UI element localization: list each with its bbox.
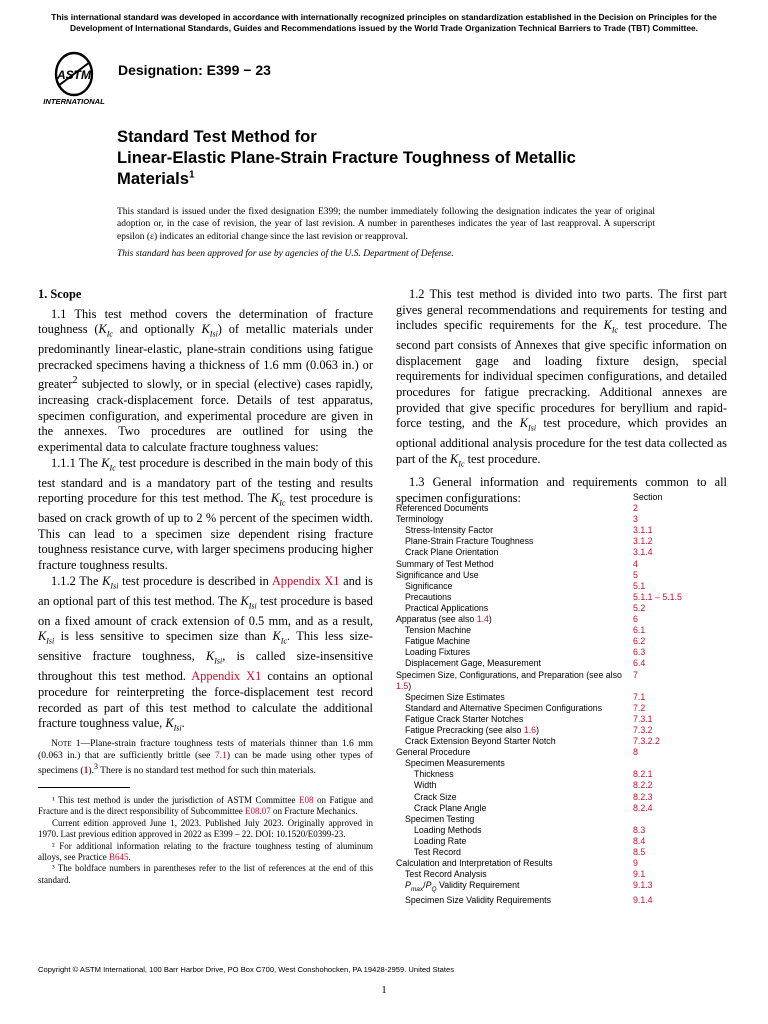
section-number-link[interactable]: 5.2 <box>633 602 646 613</box>
section-number-link[interactable]: 7 <box>633 669 638 680</box>
section-number-link[interactable]: 8.4 <box>633 835 646 846</box>
section-label: Crack Size <box>414 791 457 802</box>
title-footnote-mark: 1 <box>188 169 195 181</box>
section-column-header: Section <box>633 492 663 502</box>
document-title <box>117 126 697 189</box>
section-table-row[interactable] <box>396 836 726 847</box>
section-label: Practical Applications <box>405 602 489 613</box>
section-number-link[interactable]: 3.1.1 <box>633 525 653 536</box>
section-label: Test Record <box>414 847 461 857</box>
section-number-link[interactable]: 4 <box>633 558 638 569</box>
section-table-row[interactable] <box>396 803 726 814</box>
section-label: Standard and Alternative Specimen Configurations <box>405 702 603 713</box>
section-label: Test Record Analysis <box>405 869 487 880</box>
logo-subtext: INTERNATIONAL <box>43 97 105 106</box>
section-label: Specimen Size, Configurations, and Preparation (see also 1.5) <box>396 669 622 691</box>
section-table-row[interactable] <box>396 503 726 514</box>
international-standard-notice: This international standard was developed in accordance with internationally recognized principles on standardization established in the Decision on Principles for the Development of International Standards, Guides and Recommendations issued by the World Trade Organization Technical Barriers to Trade (TBT) Committee. <box>51 12 717 33</box>
title-line-3 <box>117 168 697 189</box>
section-label: Specimen Testing <box>405 813 475 824</box>
section-label: Specimen Measurements <box>405 758 505 769</box>
section-table-row[interactable] <box>396 647 726 658</box>
section-number-link[interactable]: 8.2.1 <box>633 769 653 780</box>
section-number-link[interactable]: 3 <box>633 514 638 525</box>
section-table <box>396 492 726 906</box>
section-label: Calculation and Interpretation of Results <box>396 858 553 869</box>
section-label: Fatigue Precracking (see also 1.6) <box>405 724 539 735</box>
section-number-link[interactable]: 8.3 <box>633 824 646 835</box>
left-column <box>38 287 373 777</box>
section-label: Plane-Strain Fracture Toughness <box>405 536 534 547</box>
section-table-row[interactable] <box>396 525 726 536</box>
footnote-2: ² For additional information relating to the fracture toughness testing of aluminum alloys, see Practice B645. <box>38 840 373 863</box>
section-table-row[interactable] <box>396 581 726 592</box>
section-table-row[interactable] <box>396 625 726 636</box>
section-label: Width <box>414 780 437 791</box>
section-table-row[interactable] <box>396 714 726 725</box>
paragraph-1-2: 1.2 This test method is divided into two parts. The first part gives general recommendations and requirements for testing and includes specific requirements for the $K_{Ic}$ test procedure. The second part consists of Annexes that give specific information on displacement gage and loading fixture design, special requirements for individual specimen configurations, and detailed procedures for fatigue precracking. Additional annexes are provided that give specific procedures for beryllium and rapid-force testing, and the $K_{Isi}$ test procedure, which provides an optional additional analysis procedure for the test data collected as part of the $K_{Ic}$ test procedure. <box>396 287 728 469</box>
section-number-link[interactable]: 7.3.2.2 <box>633 736 660 747</box>
section-number-link[interactable]: 6.4 <box>633 658 646 669</box>
section-table-row[interactable] <box>396 570 726 581</box>
section-label: Significance and Use <box>396 569 479 580</box>
footnote-ref-2: 2 <box>72 375 78 387</box>
section-number-link[interactable]: 6 <box>633 614 638 625</box>
section-label: Summary of Test Method <box>396 558 494 569</box>
appendix-x1-link-2[interactable]: Appendix X1 <box>191 669 262 684</box>
dod-approval-statement: This standard has been approved for use by agencies of the U.S. Department of Defense. <box>117 249 454 259</box>
right-column <box>396 287 727 506</box>
paragraph-1-3: 1.3 General information and requirements common to all specimen configurations: <box>396 474 727 505</box>
page-number: 1 <box>381 984 387 996</box>
edition-note: Current edition approved June 1, 2023. Published July 2023. Originally approved in 1970. Last previous edition approved in 2022 as E399 – 22. DOI: 10.1520/E0399-23. <box>38 817 373 840</box>
section-number-link[interactable]: 9.1.3 <box>633 880 653 891</box>
practice-b645-link[interactable]: B645 <box>108 852 129 863</box>
reference-1-link[interactable]: 1 <box>83 765 89 777</box>
section-table-row[interactable] <box>396 792 726 803</box>
section-label: General Procedure <box>396 747 471 758</box>
issuance-statement: This standard is issued under the fixed designation E399; the number immediately following the designation indicates the year of original adoption or, in the case of revision, the year of last revision. A number in parentheses indicates the year of last reapproval. A superscript epsilon (ε) indicates an editorial change since the last revision or reapproval. <box>117 207 655 242</box>
section-label: Loading Rate <box>414 835 467 846</box>
section-table-row[interactable] <box>396 769 726 780</box>
section-table-row[interactable] <box>396 747 726 758</box>
footnote-3: ³ The boldface numbers in parentheses refer to the list of references at the end of this standard. <box>38 863 373 885</box>
section-number-link[interactable]: 5 <box>633 569 638 580</box>
section-label: Terminology <box>396 514 444 525</box>
title-line-2: Linear-Elastic Plane-Strain Fracture Toughness of Metallic <box>117 148 576 167</box>
logo-text: ASTM <box>57 68 91 82</box>
section-number-link[interactable]: 7.1 <box>633 691 646 702</box>
section-number-link[interactable]: 8.2.3 <box>633 791 653 802</box>
committee-e08-link[interactable]: E08 <box>299 795 314 805</box>
footnotes <box>38 795 373 886</box>
section-table-row[interactable] <box>396 825 726 836</box>
section-number-link[interactable]: 9 <box>633 858 638 869</box>
section-table-row[interactable] <box>396 758 726 769</box>
paragraph-1-1-2: 1.1.2 The $K_{Isi}$ test procedure is described in Appendix X1 and is an optional part of this test method. The $K_{Isi}$ test procedure is based on a fixed amount of crack extension of 0.5 mm, and as a result, $K_{Isi}$ is less sensitive to specimen size than $K_{Ic}$. This less size-sensitive fracture toughness, $K_{Isi}$, is called size-insensitive throughout this test method. Appendix X1 contains an optional procedure for reinterpreting the force-displacement test record recorded as part of this test method to calculate the additional fracture toughness value, $K_{Isi}$. <box>38 573 374 733</box>
section-table-row[interactable] <box>396 658 726 669</box>
footnote-ref-3: 3 <box>93 762 98 772</box>
section-table-row[interactable] <box>396 869 726 880</box>
section-table-row[interactable] <box>396 547 726 558</box>
section-table-row[interactable] <box>396 725 726 736</box>
section-number-link[interactable]: 6.2 <box>633 636 646 647</box>
section-label: Crack Plane Orientation <box>405 547 499 558</box>
section-table-row[interactable] <box>396 559 726 570</box>
section-number-link[interactable]: 9.1 <box>633 869 646 880</box>
paragraph-1-1-1: 1.1.1 The $K_{Ic}$ test procedure is described in the main body of this test standard and is a mandatory part of the testing and results reporting procedure for this test method. The $K_{Ic}$ test procedure is based on crack growth of up to 2 % percent of the specimen width. This can lead to a specimen size dependent rising fracture toughness resistance curve, with larger specimens producing higher fracture toughness results. <box>38 455 373 573</box>
section-label: Fatigue Crack Starter Notches <box>405 713 524 724</box>
section-number-link[interactable]: 3.1.2 <box>633 536 653 547</box>
section-number-link[interactable]: 5.1.1 – 5.1.5 <box>633 591 682 602</box>
paragraph-1-1: 1.1 This test method covers the determination of fracture toughness ($K_{Ic}$ and optionally $K_{Isi}$) of metallic materials under predominantly linear-elastic, plane-strain conditions using fatigue precracked specimens having a thickness of 1.6 mm (0.063 in.) or greater$^2$ subjected to slowly, or in special (elective) cases rapidly, increasing crack-displacement force. Details of test apparatus, specimen configuration, and experimental procedure are given in the annexes. Two procedures are outlined for using the experimental data to calculate fracture toughness values: <box>38 306 373 454</box>
section-label: $P_{max}/P_Q$ Validity Requirement <box>405 880 520 894</box>
section-table-row[interactable] <box>396 880 726 895</box>
section-table-row[interactable] <box>396 603 726 614</box>
astm-logo-mark <box>38 50 114 108</box>
section-label: Precautions <box>405 591 452 602</box>
section-number-link[interactable]: 7.2 <box>633 702 646 713</box>
section-table-row[interactable] <box>396 670 726 692</box>
section-cross-reference[interactable]: 1.4 <box>476 614 489 625</box>
astm-logo <box>38 50 114 108</box>
scope-heading: 1. Scope <box>38 287 82 301</box>
section-number-link[interactable]: 8.5 <box>633 847 646 857</box>
note-1: Note 1—Plane-strain fracture toughness tests of materials thinner than 1.6 mm (0.063 in.) that are sufficiently brittle (see 7.1) can be made using other types of specimens (1).$^3$ There is no standard test method for such thin materials. <box>38 738 373 777</box>
section-label: Tension Machine <box>405 625 472 636</box>
title-line-1: Standard Test Method for <box>117 127 317 146</box>
section-table-row[interactable] <box>396 814 726 825</box>
section-label: Thickness <box>414 769 454 780</box>
section-number-link[interactable]: 9.1.4 <box>633 895 653 906</box>
section-table-row[interactable] <box>396 703 726 714</box>
section-label: Specimen Size Validity Requirements <box>405 895 552 906</box>
section-label: Displacement Gage, Measurement <box>405 658 541 669</box>
section-table-row[interactable] <box>396 780 726 791</box>
subcommittee-e08-07-link[interactable]: E08.07 <box>244 806 271 817</box>
section-label: Crack Plane Angle <box>414 802 487 813</box>
section-label: Stress-Intensity Factor <box>405 525 493 536</box>
section-table-row[interactable] <box>396 847 726 858</box>
section-label: Referenced Documents <box>396 503 489 514</box>
section-label: Fatigue Machine <box>405 636 471 647</box>
section-table-row[interactable] <box>396 636 726 647</box>
designation: Designation: E399 − 23 <box>118 62 271 78</box>
section-table-row[interactable] <box>396 736 726 747</box>
section-cross-reference[interactable]: 1.6 <box>523 724 537 735</box>
section-table-row[interactable] <box>396 536 726 547</box>
section-number-link[interactable]: 8.2.2 <box>633 780 653 791</box>
section-number-link[interactable]: 6.1 <box>633 625 646 636</box>
section-table-row[interactable] <box>396 692 726 703</box>
section-table-row[interactable] <box>396 895 726 906</box>
section-cross-reference[interactable]: 1.5 <box>396 680 409 691</box>
section-label: Specimen Size Estimates <box>405 691 505 702</box>
section-number-link[interactable]: 7.3.2 <box>633 724 653 735</box>
section-table-row[interactable] <box>396 614 726 625</box>
title-line-3-text: Materials <box>117 169 189 188</box>
section-label: Significance <box>405 580 453 591</box>
section-number-link[interactable]: 8.2.4 <box>633 802 653 813</box>
section-table-row[interactable] <box>396 858 726 869</box>
section-table-row[interactable] <box>396 514 726 525</box>
section-label: Loading Methods <box>414 824 482 835</box>
copyright-line: Copyright © ASTM International, 100 Barr Harbor Drive, PO Box C700, West Conshohocken, PA 19428-2959. United States <box>38 965 455 974</box>
section-number-link[interactable]: 2 <box>633 503 638 514</box>
section-number-link[interactable]: 8 <box>633 747 638 758</box>
section-label: Apparatus (see also 1.4) <box>396 614 492 625</box>
section-table-row[interactable] <box>396 592 726 603</box>
footnote-divider <box>38 787 130 788</box>
section-number-link[interactable]: 5.1 <box>633 580 646 591</box>
section-number-link[interactable]: 7.3.1 <box>633 713 653 724</box>
section-label: Crack Extension Beyond Starter Notch <box>405 736 556 747</box>
appendix-x1-link[interactable]: Appendix X1 <box>271 573 340 588</box>
section-label: Loading Fixtures <box>405 647 471 658</box>
section-number-link[interactable]: 3.1.4 <box>633 547 653 558</box>
footnote-1: ¹ This test method is under the jurisdiction of ASTM Committee E08 on Fatigue and Fracture and is the direct responsibility of Subcommittee E08.07 on Fracture Mechanics. <box>38 795 373 817</box>
section-number-link[interactable]: 6.3 <box>633 647 646 658</box>
section-table-rows <box>396 503 726 906</box>
section-7-1-link[interactable]: 7.1 <box>214 749 227 761</box>
